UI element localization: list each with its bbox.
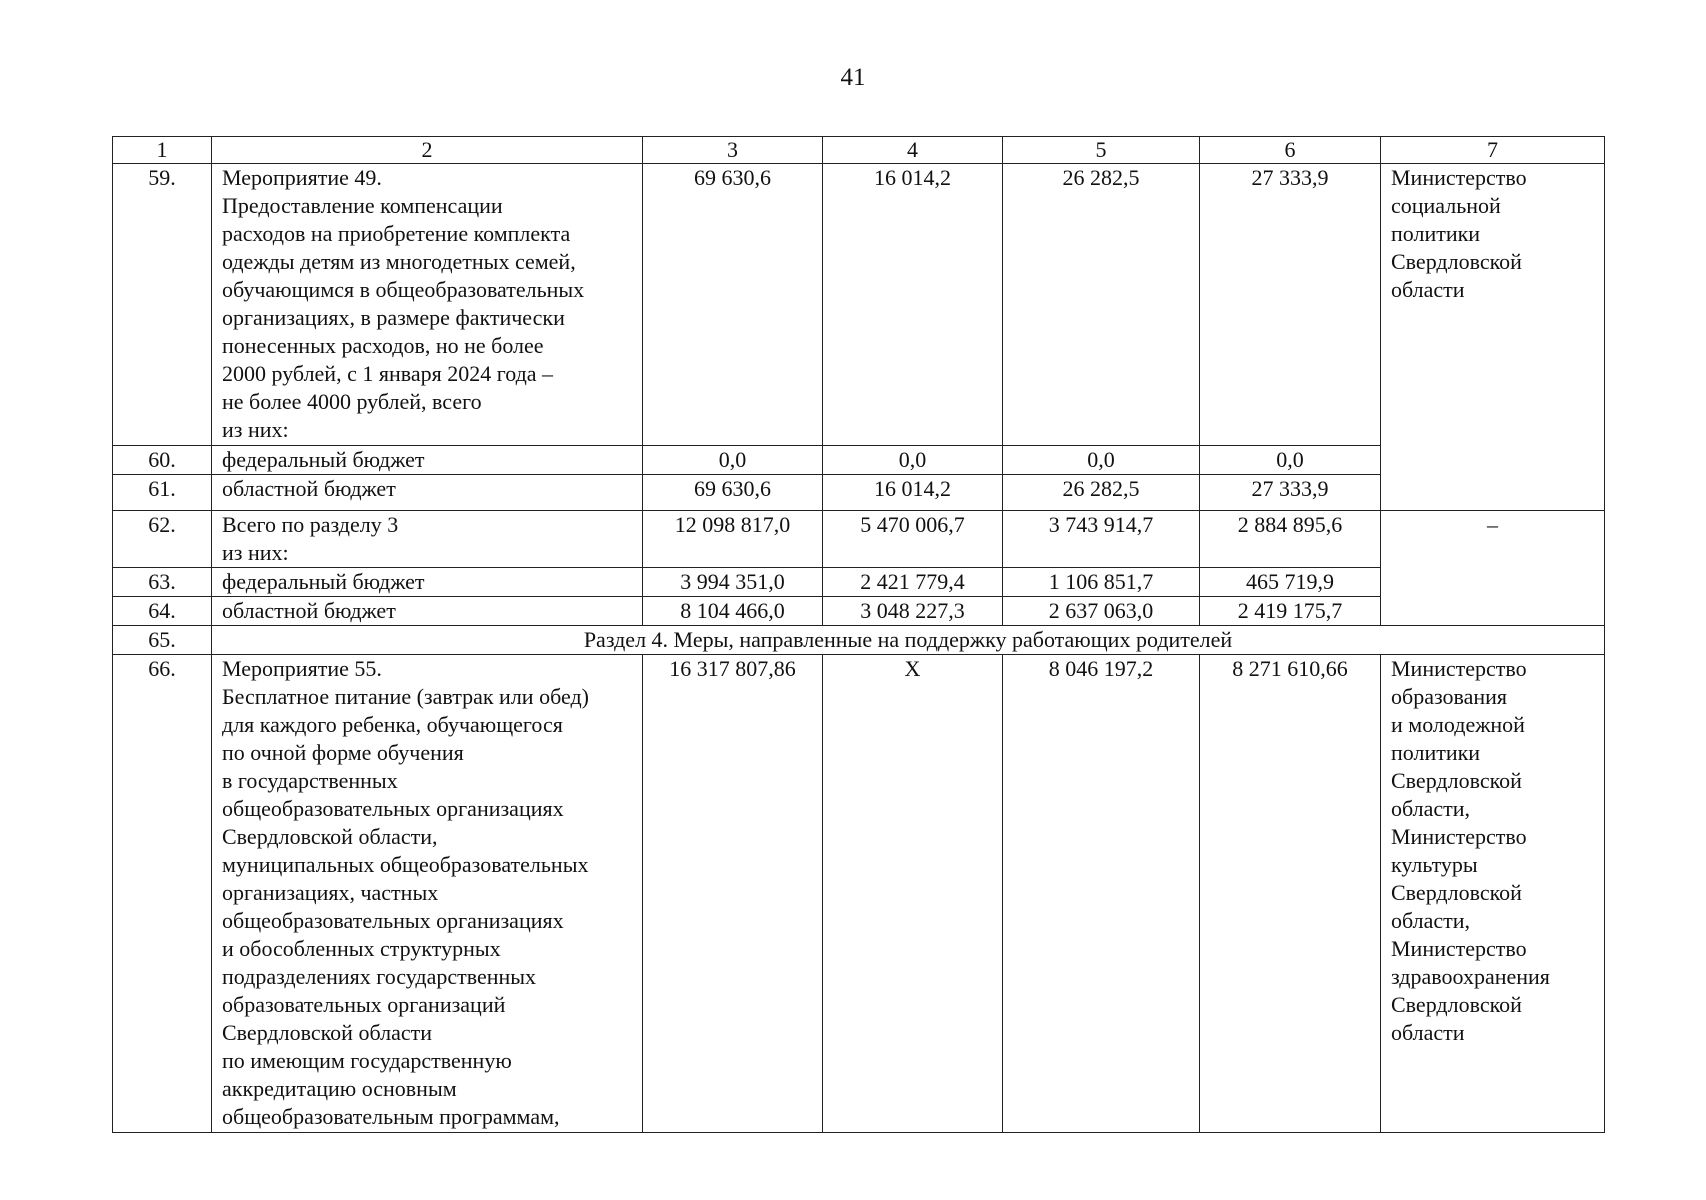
value-col-5: 8 046 197,2 xyxy=(1003,655,1200,1133)
value-col-4: 3 048 227,3 xyxy=(823,597,1003,626)
page-number: 41 xyxy=(840,64,866,91)
row-description: федеральный бюджет xyxy=(212,568,643,597)
header-col-5: 5 xyxy=(1003,137,1200,164)
row-number: 59. xyxy=(113,164,212,446)
table-row xyxy=(113,655,1605,1133)
value-col-4: 0,0 xyxy=(823,446,1003,475)
header-row xyxy=(113,137,1605,164)
value-col-4: Х xyxy=(823,655,1003,1133)
value-col-5: 0,0 xyxy=(1003,446,1200,475)
value-col-5: 1 106 851,7 xyxy=(1003,568,1200,597)
value-col-4: 16 014,2 xyxy=(823,164,1003,446)
row-description: Мероприятие 55. Бесплатное питание (завтрак или обед) для каждого ребенка, обучающегося по очной форме обучения в государственных общеобразовательных организациях Свердловской области, муниципальных общеобразовательных организациях, частных общеобразовательных организациях и обособленных структурных подразделениях государственных образовательных организаций Свердловской области по имеющим государственную аккредитацию основным общеобразовательным программам, xyxy=(212,655,643,1133)
header-col-6: 6 xyxy=(1200,137,1381,164)
executor-cell: – xyxy=(1381,511,1605,626)
value-col-3: 12 098 817,0 xyxy=(643,511,823,568)
header-col-3: 3 xyxy=(643,137,823,164)
value-col-5: 26 282,5 xyxy=(1003,475,1200,511)
section-row xyxy=(113,626,1605,655)
row-description: областной бюджет xyxy=(212,597,643,626)
value-col-6: 0,0 xyxy=(1200,446,1381,475)
row-number: 65. xyxy=(113,626,212,655)
value-col-5: 2 637 063,0 xyxy=(1003,597,1200,626)
value-col-3: 0,0 xyxy=(643,446,823,475)
value-col-5: 3 743 914,7 xyxy=(1003,511,1200,568)
value-col-3: 8 104 466,0 xyxy=(643,597,823,626)
value-col-3: 69 630,6 xyxy=(643,164,823,446)
table-row xyxy=(113,511,1605,568)
value-col-6: 465 719,9 xyxy=(1200,568,1381,597)
value-col-5: 26 282,5 xyxy=(1003,164,1200,446)
value-col-6: 27 333,9 xyxy=(1200,475,1381,511)
row-number: 62. xyxy=(113,511,212,568)
value-col-6: 2 884 895,6 xyxy=(1200,511,1381,568)
value-col-6: 8 271 610,66 xyxy=(1200,655,1381,1133)
row-number: 61. xyxy=(113,475,212,511)
budget-table xyxy=(112,136,1605,1133)
row-number: 64. xyxy=(113,597,212,626)
header-col-1: 1 xyxy=(113,137,212,164)
executor-cell: Министерство социальной политики Свердловской области xyxy=(1381,164,1605,511)
table-row xyxy=(113,164,1605,446)
header-col-4: 4 xyxy=(823,137,1003,164)
row-description: областной бюджет xyxy=(212,475,643,511)
header-col-7: 7 xyxy=(1381,137,1605,164)
row-description: федеральный бюджет xyxy=(212,446,643,475)
section-title: Раздел 4. Меры, направленные на поддержку работающих родителей xyxy=(212,626,1605,655)
row-number: 66. xyxy=(113,655,212,1133)
value-col-3: 3 994 351,0 xyxy=(643,568,823,597)
value-col-4: 2 421 779,4 xyxy=(823,568,1003,597)
row-number: 63. xyxy=(113,568,212,597)
value-col-6: 27 333,9 xyxy=(1200,164,1381,446)
row-description: Мероприятие 49. Предоставление компенсации расходов на приобретение комплекта одежды детям из многодетных семей, обучающимся в общеобразовательных организациях, в размере фактически понесенных расходов, но не более 2000 рублей, с 1 января 2024 года – не более 4000 рублей, всего из них: xyxy=(212,164,643,446)
executor-cell: Министерство образования и молодежной политики Свердловской области, Министерство культуры Свердловской области, Министерство здравоохранения Свердловской области xyxy=(1381,655,1605,1133)
value-col-3: 69 630,6 xyxy=(643,475,823,511)
row-number: 60. xyxy=(113,446,212,475)
value-col-4: 5 470 006,7 xyxy=(823,511,1003,568)
value-col-3: 16 317 807,86 xyxy=(643,655,823,1133)
row-description: Всего по разделу 3 из них: xyxy=(212,511,643,568)
header-col-2: 2 xyxy=(212,137,643,164)
value-col-6: 2 419 175,7 xyxy=(1200,597,1381,626)
value-col-4: 16 014,2 xyxy=(823,475,1003,511)
